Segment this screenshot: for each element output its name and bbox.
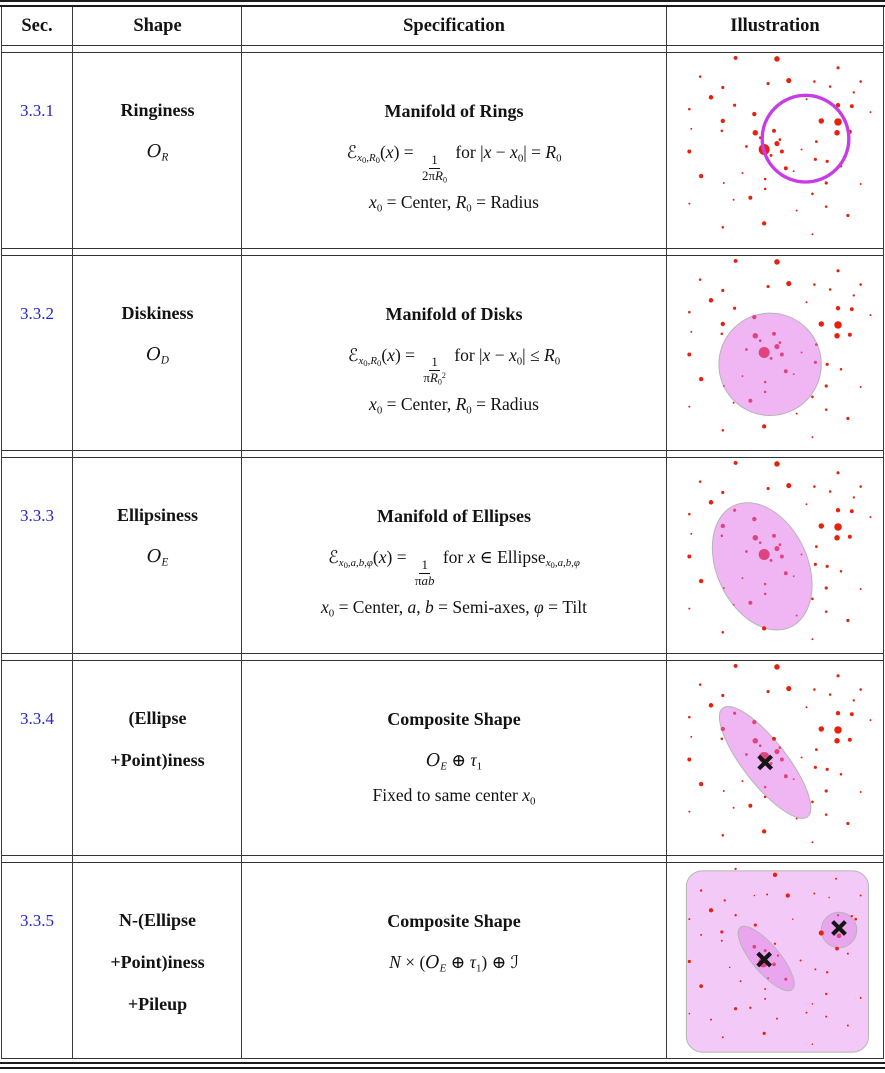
shape-cell <box>73 661 242 856</box>
ring-scatter-illustration <box>667 53 883 247</box>
spec-note: $x_0$ = Center, $R_0$ = Radius <box>369 394 539 417</box>
spec-title: Manifold of Ellipses <box>376 506 532 526</box>
section-link-3-3-4[interactable]: 3.3.4 <box>20 708 54 728</box>
column-divider-spec-ill <box>666 7 667 1059</box>
table-row-ringiness <box>1 52 884 249</box>
sec-cell <box>1 863 73 1058</box>
shape-symbol: $O_R$ <box>146 141 169 164</box>
header-row <box>1 7 884 46</box>
sec-cell <box>1 53 73 248</box>
table-row-ellipsiness <box>1 457 884 654</box>
shape-name-line2: +Point)iness <box>110 952 205 972</box>
shape-name: N-(Ellipse <box>118 910 196 930</box>
section-link-3-3-2[interactable]: 3.3.2 <box>20 303 54 323</box>
section-link-3-3-1[interactable]: 3.3.1 <box>20 101 54 120</box>
column-divider-sec-shape <box>72 7 73 1059</box>
spec-title: Manifold of Rings <box>384 101 524 121</box>
spec-note: Fixed to same center $x_0$ <box>372 784 536 807</box>
bottom-rule-outer <box>0 1067 885 1069</box>
spec-title: Manifold of Disks <box>385 303 523 324</box>
illustration-cell <box>666 458 884 653</box>
pileup-scatter-illustration <box>667 863 883 1057</box>
spec-formula: ℰ$_{x_0,R_0}$(x) = $\frac{1}{\pi R_0^2}$ for $|x - x_0| \le R_0$ <box>347 344 561 387</box>
shape-name: (Ellipse <box>128 707 187 728</box>
table-row-ellipse-point-iness <box>1 660 884 857</box>
spec-title: Composite Shape <box>387 708 521 729</box>
shape-name-line3: +Pileup <box>127 994 188 1014</box>
shape-symbol: $O_D$ <box>146 343 169 367</box>
shape-name: Diskiness <box>121 302 194 323</box>
column-header-sec: Sec. <box>21 15 53 36</box>
spec-title: Composite Shape <box>387 911 521 931</box>
spec-cell <box>242 458 666 653</box>
column-divider-shape-spec <box>241 7 242 1059</box>
spec-formula: ℰ$_{x_0,a,b,\varphi}$(x) = $\frac{1}{\text{πab}}$ for x ∈ Ellipse$_{x_0,a,b,\varphi}$ <box>328 547 580 588</box>
disk-scatter-illustration <box>667 256 883 450</box>
illustration-cell <box>666 661 884 856</box>
shape-cell <box>73 256 242 451</box>
spec-cell <box>242 661 666 856</box>
shape-name: Ellipsiness <box>116 505 199 525</box>
spec-table <box>1 7 884 1059</box>
section-link-3-3-5[interactable]: 3.3.5 <box>20 911 54 930</box>
shape-name-line2: +Point)iness <box>110 749 205 770</box>
spec-cell <box>242 256 666 451</box>
spec-formula: ℰ$_{x_0,R_0}$(x) = $\frac{1}{2\pi R_0}$ for $|x - x_0| = R_0$ <box>346 142 562 185</box>
spec-formula: $O_E$ ⊕ $\tau_1$ <box>425 749 483 772</box>
section-link-3-3-3[interactable]: 3.3.3 <box>20 506 54 525</box>
illustration-cell <box>666 256 884 451</box>
table-row-n-ellipse-point-pileup <box>1 862 884 1059</box>
shape-cell <box>73 863 242 1058</box>
sec-cell <box>1 661 73 856</box>
spec-formula: $N \times (O_E$ ⊕ $\tau_1$) ⊕ ℐ <box>389 952 519 975</box>
column-header-illustration: Illustration <box>730 15 820 36</box>
spec-note: $x_0$ = Center, a, b = Semi-axes, φ = Tilt <box>320 596 588 620</box>
illustration-cell <box>666 53 884 248</box>
illustration-cell <box>666 863 884 1058</box>
shape-cell <box>73 53 242 248</box>
spec-note: $x_0$ = Center, $R_0$ = Radius <box>369 191 539 215</box>
sec-cell <box>1 458 73 653</box>
column-header-specification: Specification <box>403 15 505 36</box>
shape-name: Ringiness <box>120 100 195 120</box>
spec-cell <box>242 53 666 248</box>
spec-cell <box>242 863 666 1058</box>
ellipse-scatter-illustration <box>667 458 883 652</box>
shape-symbol: $O_E$ <box>146 546 169 569</box>
column-header-shape: Shape <box>133 15 182 36</box>
table-border-right <box>883 7 884 1059</box>
sec-cell <box>1 256 73 451</box>
shape-cell <box>73 458 242 653</box>
ellipse-point-scatter-illustration <box>667 661 883 855</box>
table-border-left <box>1 7 2 1059</box>
table-row-diskiness <box>1 255 884 452</box>
